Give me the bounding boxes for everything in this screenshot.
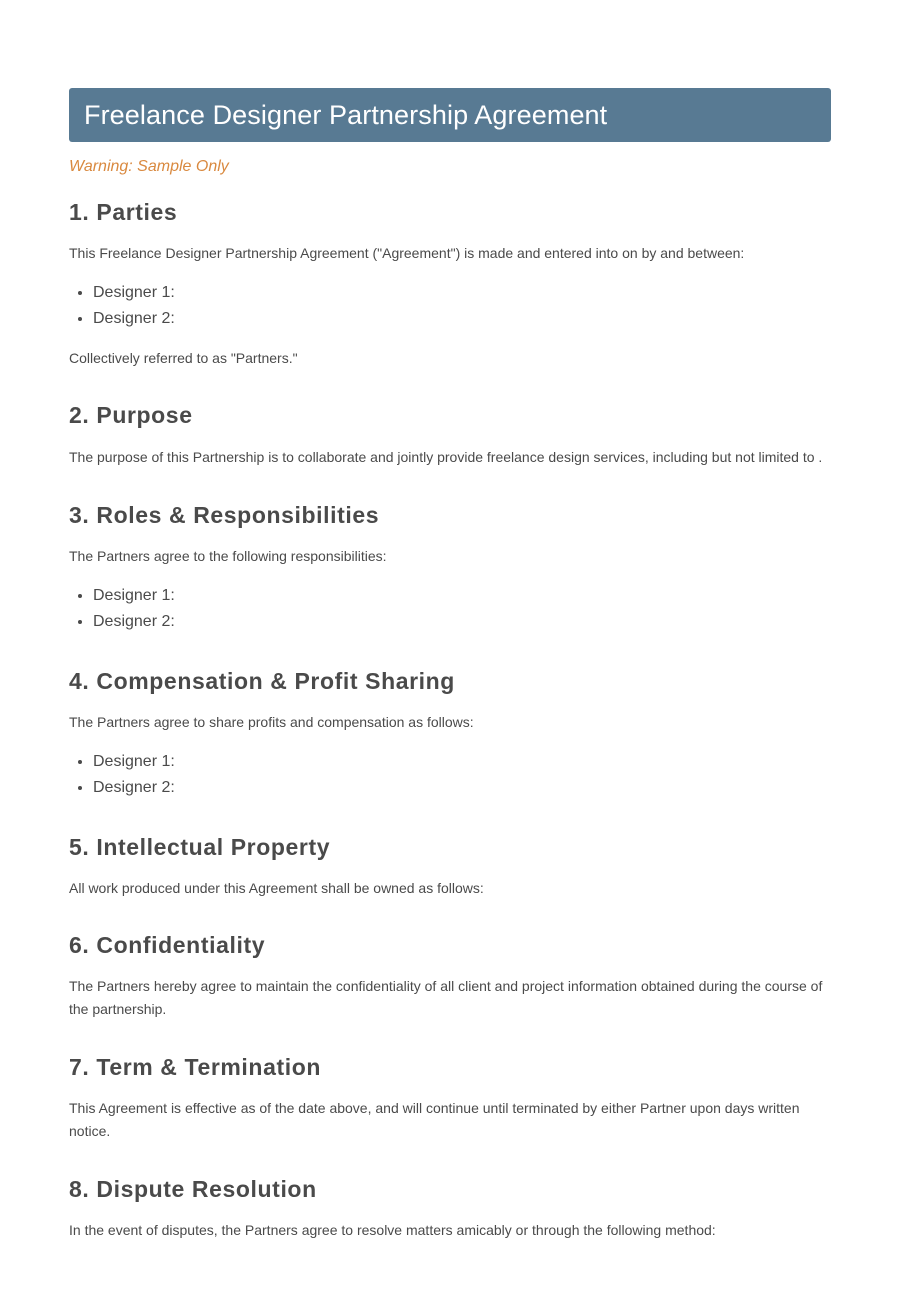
section-intro: The Partners hereby agree to maintain the confidentiality of all client and project information obtained during the course of the partnership. (69, 978, 823, 1017)
section-dispute-resolution (69, 1175, 831, 1242)
section-parties (69, 198, 831, 370)
section-heading: 2. Purpose (69, 402, 193, 428)
section-confidentiality (69, 931, 831, 1021)
list-item: • Designer 1: (93, 583, 831, 609)
list-item: • Designer 2: (93, 775, 831, 801)
list-item: • Designer 2: (93, 609, 831, 635)
section-intro: The Partners agree to the following responsibilities: (69, 548, 387, 564)
section-outro: Collectively referred to as "Partners." (69, 350, 298, 366)
list-item: • Designer 2: (93, 306, 831, 332)
section-term-termination (69, 1053, 831, 1143)
section-intro: In the event of disputes, the Partners agree to resolve matters amicably or through the following method: (69, 1222, 716, 1238)
title-bar (69, 88, 831, 142)
parties-list (69, 280, 831, 332)
section-heading: 1. Parties (69, 199, 178, 225)
section-roles (69, 501, 831, 635)
section-intro: The Partners agree to share profits and compensation as follows: (69, 714, 474, 730)
list-item: • Designer 1: (93, 749, 831, 775)
compensation-list (69, 749, 831, 801)
section-heading: 7. Term & Termination (69, 1054, 322, 1080)
section-heading: 5. Intellectual Property (69, 834, 331, 860)
roles-list (69, 583, 831, 635)
section-intellectual-property (69, 833, 831, 900)
section-intro: This Agreement is effective as of the date above, and will continue until terminated by either Partner upon days written notice. (69, 1100, 800, 1139)
section-intro: This Freelance Designer Partnership Agreement ("Agreement") is made and entered into on by and between: (69, 245, 745, 261)
section-intro: The purpose of this Partnership is to collaborate and jointly provide freelance design services, including but not limited to . (69, 449, 823, 465)
document-title: Freelance Designer Partnership Agreement (84, 99, 608, 130)
section-heading: 6. Confidentiality (69, 932, 266, 958)
section-compensation (69, 667, 831, 801)
list-item: • Designer 1: (93, 280, 831, 306)
section-purpose (69, 401, 831, 469)
section-heading: 4. Compensation & Profit Sharing (69, 668, 455, 694)
section-heading: 8. Dispute Resolution (69, 1176, 317, 1202)
section-intro: All work produced under this Agreement shall be owned as follows: (69, 880, 484, 896)
sample-warning: Warning: Sample Only (69, 158, 229, 175)
section-heading: 3. Roles & Responsibilities (69, 502, 380, 528)
